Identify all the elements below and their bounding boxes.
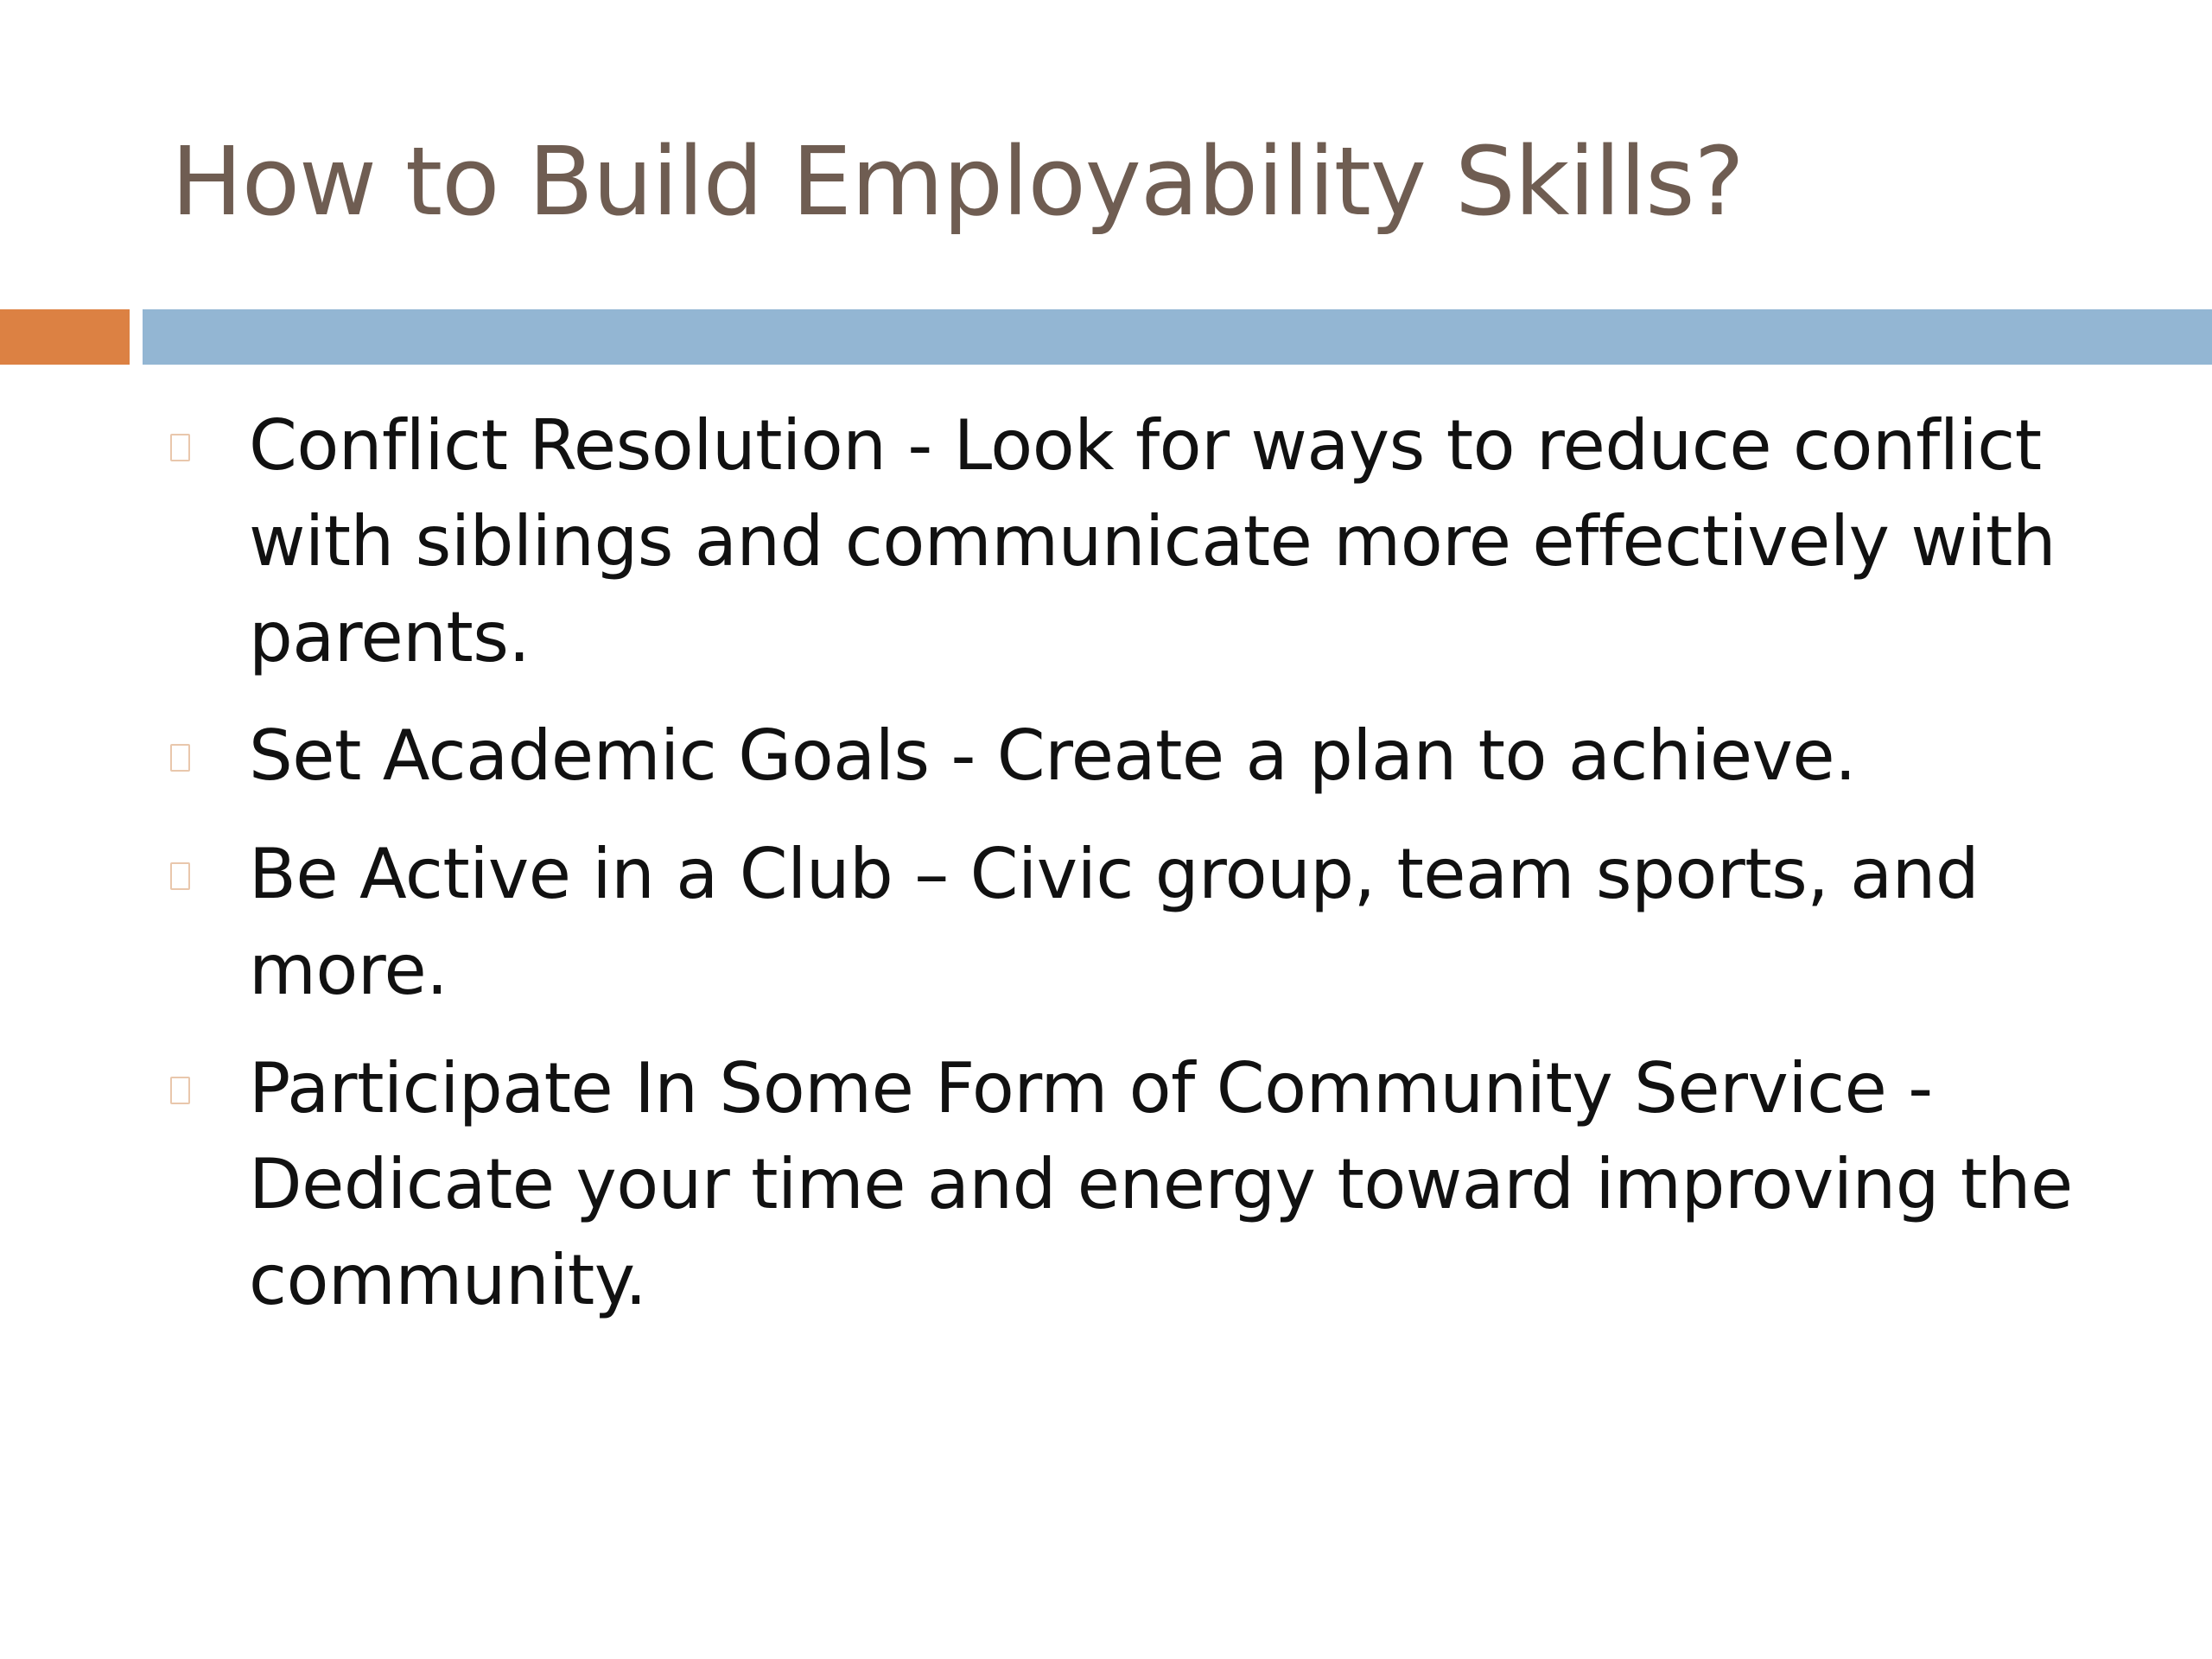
accent-bar-blue <box>143 309 2212 365</box>
square-bullet-icon <box>170 1077 190 1104</box>
slide-title: How to Build Employability Skills? <box>171 126 1744 237</box>
accent-bar-orange <box>0 309 130 365</box>
bullet-item <box>0 826 2212 1018</box>
square-bullet-icon <box>170 862 190 890</box>
bullet-item <box>0 708 2212 804</box>
bullet-item <box>0 1040 2212 1328</box>
bullet-text: Conflict Resolution - Look for ways to reduce conflict with siblings and communicate more effectively with parents. <box>249 405 2056 677</box>
square-bullet-icon <box>170 744 190 772</box>
bullet-list <box>0 397 2212 1351</box>
square-bullet-icon <box>170 434 190 461</box>
bullet-text: Be Active in a Club – Civic group, team sports, and more. <box>249 834 1980 1010</box>
bullet-text: Set Academic Goals - Create a plan to achieve. <box>249 715 1857 796</box>
bullet-text: Participate In Some Form of Community Service - Dedicate your time and energy toward improving the community. <box>249 1048 2073 1320</box>
bullet-item <box>0 397 2212 685</box>
